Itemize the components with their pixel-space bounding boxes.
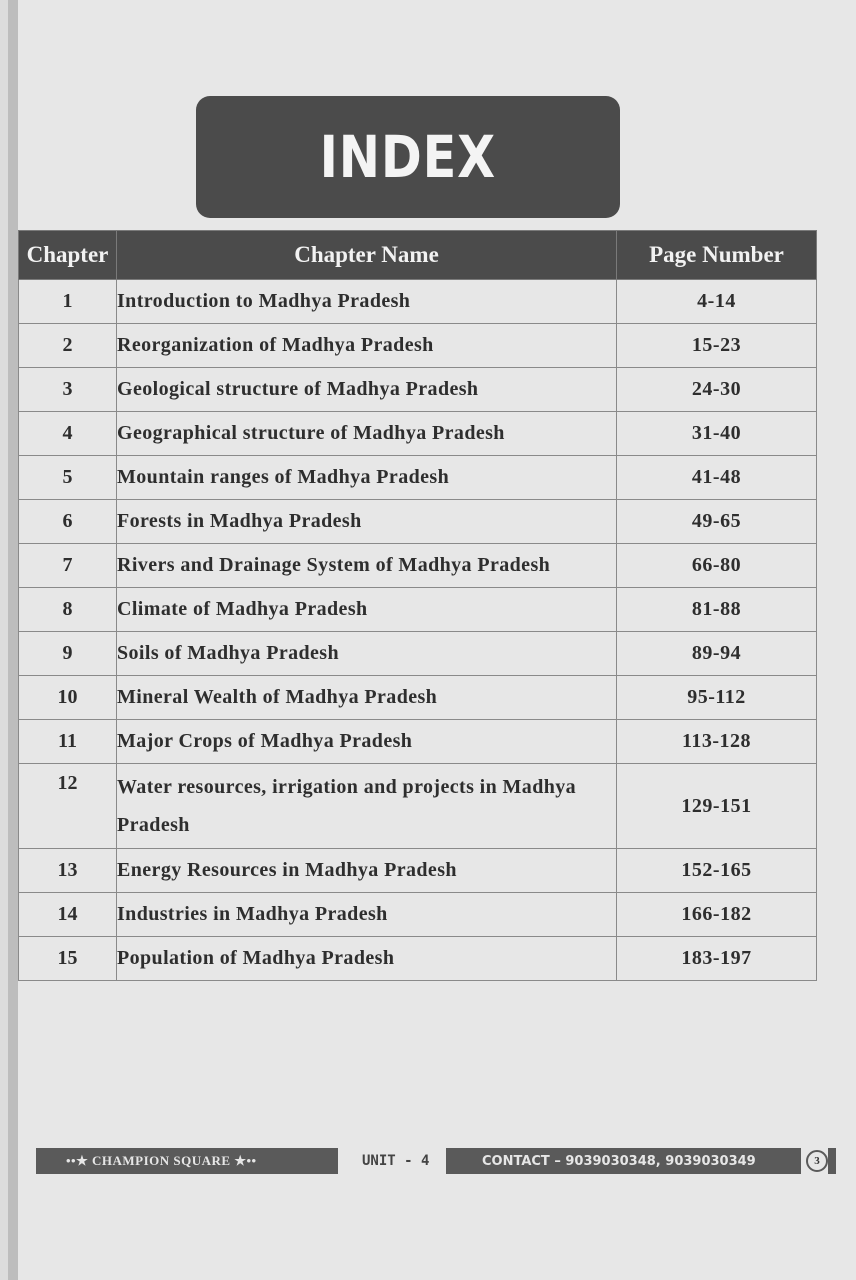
table-row <box>19 632 817 676</box>
chapter-number: 2 <box>19 324 117 368</box>
table-row <box>19 544 817 588</box>
header-chapter-name: Chapter Name <box>117 231 617 280</box>
table-row <box>19 500 817 544</box>
page-range: 89-94 <box>617 632 817 676</box>
page-range: 129-151 <box>617 764 817 849</box>
footer-page-number: 3 <box>806 1150 828 1172</box>
chapter-number: 7 <box>19 544 117 588</box>
footer-unit: UNIT - 4 <box>362 1153 430 1169</box>
table-row <box>19 849 817 893</box>
page-range: 183-197 <box>617 937 817 981</box>
footer-cap <box>828 1148 836 1174</box>
table-row <box>19 676 817 720</box>
chapter-number: 4 <box>19 412 117 456</box>
page-range: 41-48 <box>617 456 817 500</box>
table-row <box>19 720 817 764</box>
chapter-name: Geographical structure of Madhya Pradesh <box>117 412 617 456</box>
page-range: 113-128 <box>617 720 817 764</box>
page-range: 95-112 <box>617 676 817 720</box>
chapter-number: 10 <box>19 676 117 720</box>
chapter-name: Rivers and Drainage System of Madhya Pradesh <box>117 544 617 588</box>
chapter-name: Population of Madhya Pradesh <box>117 937 617 981</box>
chapter-number: 1 <box>19 280 117 324</box>
page-range: 24-30 <box>617 368 817 412</box>
chapter-name: Energy Resources in Madhya Pradesh <box>117 849 617 893</box>
chapter-name: Geological structure of Madhya Pradesh <box>117 368 617 412</box>
index-title: INDEX <box>319 123 497 191</box>
chapter-name: Soils of Madhya Pradesh <box>117 632 617 676</box>
table-row <box>19 280 817 324</box>
chapter-name: Reorganization of Madhya Pradesh <box>117 324 617 368</box>
footer-contact: CONTACT – 9039030348, 9039030349 <box>446 1148 801 1174</box>
chapter-name: Mountain ranges of Madhya Pradesh <box>117 456 617 500</box>
chapter-number: 11 <box>19 720 117 764</box>
chapter-number: 6 <box>19 500 117 544</box>
chapter-name: Climate of Madhya Pradesh <box>117 588 617 632</box>
page-range: 31-40 <box>617 412 817 456</box>
table-row <box>19 588 817 632</box>
page-edge <box>8 0 18 1280</box>
table-row <box>19 456 817 500</box>
table-row <box>19 324 817 368</box>
index-title-banner <box>196 96 620 218</box>
chapter-number: 5 <box>19 456 117 500</box>
footer <box>36 1148 836 1174</box>
page-range: 152-165 <box>617 849 817 893</box>
chapter-number: 15 <box>19 937 117 981</box>
chapter-name: Introduction to Madhya Pradesh <box>117 280 617 324</box>
header-page-number: Page Number <box>617 231 817 280</box>
page-range: 66-80 <box>617 544 817 588</box>
table-row <box>19 368 817 412</box>
header-chapter: Chapter <box>19 231 117 280</box>
index-table <box>18 230 817 981</box>
page-range: 15-23 <box>617 324 817 368</box>
page-range: 81-88 <box>617 588 817 632</box>
table-row <box>19 412 817 456</box>
page-range: 49-65 <box>617 500 817 544</box>
footer-brand: ••★ CHAMPION SQUARE ★•• <box>36 1148 338 1174</box>
table-row <box>19 764 817 849</box>
chapter-name: Industries in Madhya Pradesh <box>117 893 617 937</box>
table-header-row <box>19 231 817 280</box>
chapter-name: Major Crops of Madhya Pradesh <box>117 720 617 764</box>
chapter-number: 13 <box>19 849 117 893</box>
chapter-number: 12 <box>19 764 117 849</box>
chapter-number: 8 <box>19 588 117 632</box>
chapter-number: 9 <box>19 632 117 676</box>
page <box>8 0 856 1280</box>
chapter-number: 3 <box>19 368 117 412</box>
chapter-number: 14 <box>19 893 117 937</box>
page-range: 4-14 <box>617 280 817 324</box>
page-range: 166-182 <box>617 893 817 937</box>
table-row <box>19 893 817 937</box>
chapter-name: Water resources, irrigation and projects in Madhya Pradesh <box>117 764 617 849</box>
table-row <box>19 937 817 981</box>
chapter-name: Mineral Wealth of Madhya Pradesh <box>117 676 617 720</box>
chapter-name: Forests in Madhya Pradesh <box>117 500 617 544</box>
